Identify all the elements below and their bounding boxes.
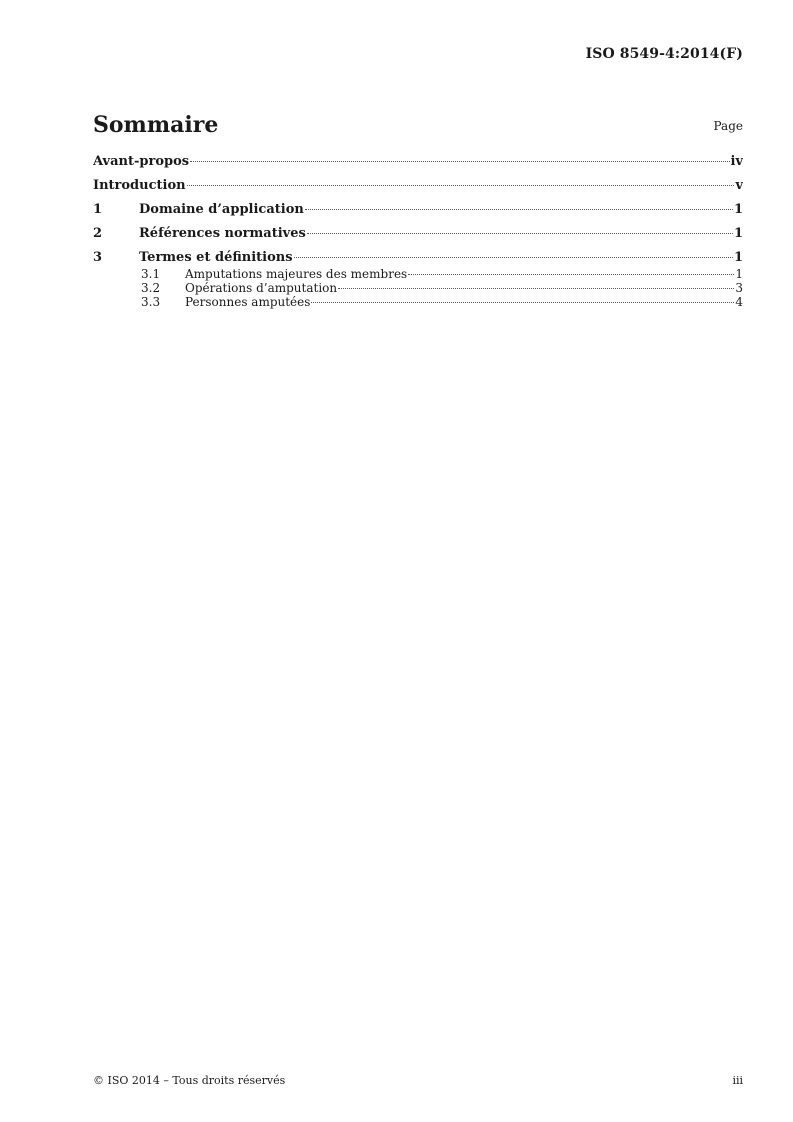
dot-leader — [187, 185, 735, 186]
toc-heading: Sommaire — [93, 112, 219, 138]
dot-leader — [190, 161, 729, 162]
document-id: ISO 8549-4:2014(F) — [585, 46, 743, 62]
toc-subentry-title: Personnes amputées — [185, 295, 311, 309]
toc-subentry-major-limb-amputations[interactable] — [93, 267, 743, 281]
footer-copyright: © ISO 2014 – Tous droits réservés — [93, 1074, 286, 1087]
toc-subentry-title: Amputations majeures des membres — [185, 267, 408, 281]
toc-entry-number: 3 — [93, 250, 103, 265]
toc-entry-title: Références normatives — [139, 226, 306, 241]
toc-subentry-number: 3.3 — [141, 295, 161, 309]
toc-subentry-amputation-operations[interactable] — [93, 281, 743, 295]
toc-subentry-number: 3.1 — [141, 267, 161, 281]
toc-entry-title: Domaine d’application — [139, 202, 304, 217]
toc-entry-number: 2 — [93, 226, 103, 241]
toc-entry-page: 1 — [733, 250, 743, 265]
toc-entry-foreword[interactable] — [93, 153, 743, 171]
table-of-contents — [93, 153, 743, 309]
toc-entry-page: 1 — [733, 202, 743, 217]
toc-entry-scope[interactable] — [93, 201, 743, 219]
dot-leader — [408, 274, 734, 275]
toc-subentry-page: 1 — [735, 267, 743, 281]
dot-leader — [294, 257, 733, 258]
page-column-label: Page — [713, 119, 743, 133]
toc-entry-page: 1 — [733, 226, 743, 241]
toc-subentry-page: 3 — [735, 281, 743, 295]
toc-entry-terms-definitions[interactable] — [93, 249, 743, 267]
toc-entry-title: Avant-propos — [93, 154, 190, 169]
toc-entry-normative-references[interactable] — [93, 225, 743, 243]
toc-subentry-number: 3.2 — [141, 281, 161, 295]
toc-subentry-title: Opérations d’amputation — [185, 281, 338, 295]
toc-entry-title: Introduction — [93, 178, 186, 193]
toc-subentry-page: 4 — [735, 295, 743, 309]
toc-entry-title: Termes et définitions — [139, 250, 293, 265]
toc-entry-page: iv — [730, 154, 743, 169]
dot-leader — [305, 209, 733, 210]
toc-subentry-amputees[interactable] — [93, 295, 743, 309]
toc-entry-page: v — [735, 178, 743, 193]
footer-page-number: iii — [732, 1074, 743, 1087]
toc-entry-number: 1 — [93, 202, 103, 217]
dot-leader — [311, 302, 734, 303]
dot-leader — [307, 233, 733, 234]
dot-leader — [338, 288, 734, 289]
toc-entry-introduction[interactable] — [93, 177, 743, 195]
